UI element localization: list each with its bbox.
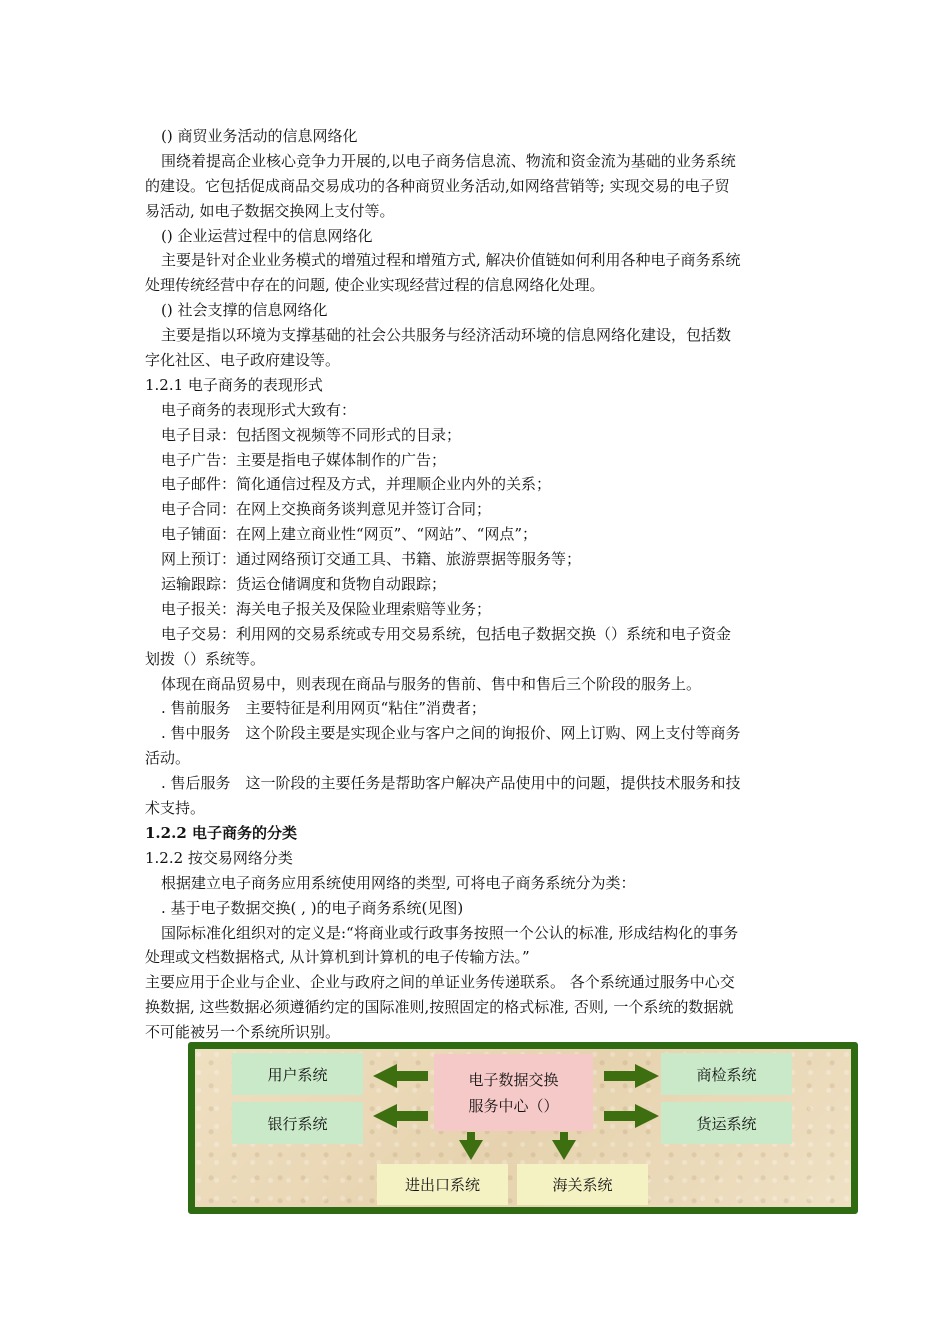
arrow-to-freight-system-icon bbox=[604, 1104, 659, 1128]
import-export-system-box bbox=[377, 1164, 508, 1205]
text-line: 字化社区、电子政府建设等。 bbox=[145, 351, 341, 370]
text-line: . 基于电子数据交换( , )的电子商务系统(见图) bbox=[161, 898, 464, 917]
freight-system-label: 货运系统 bbox=[696, 1114, 757, 1133]
text-line: 电子铺面：在网上建立商业性“网页”、“网站”、“网点”； bbox=[161, 525, 538, 544]
text-line: 电子邮件：简化通信过程及方式，并理顺企业内外的关系； bbox=[161, 475, 552, 494]
arrow-to-bank-system-icon bbox=[373, 1104, 428, 1128]
text-line: 电子合同：在网上交换商务谈判意见并签订合同； bbox=[161, 500, 492, 519]
bank-system-label: 银行系统 bbox=[267, 1114, 328, 1133]
user-system-box bbox=[232, 1053, 363, 1095]
text-line: 运输跟踪：货运仓储调度和货物自动跟踪； bbox=[161, 575, 447, 594]
text-line: 电子目录：包括图文视频等不同形式的目录； bbox=[161, 425, 462, 444]
bank-system-box bbox=[232, 1102, 363, 1144]
text-line: () 商贸业务活动的信息网络化 bbox=[161, 127, 358, 145]
text-line: . 售前服务 主要特征是利用网页“粘住”消费者； bbox=[161, 699, 486, 718]
center-label-line1: 电子数据交换 bbox=[468, 1070, 559, 1089]
text-line: 处理传统经营中存在的问题, 使企业实现经营过程的信息网络化处理。 bbox=[145, 276, 605, 295]
text-line: 网上预订：通过网络预订交通工具、书籍、旅游票据等服务等； bbox=[161, 550, 582, 569]
customs-system-label: 海关系统 bbox=[552, 1176, 613, 1194]
import-export-system-label: 进出口系统 bbox=[404, 1176, 480, 1194]
text-line: () 企业运营过程中的信息网络化 bbox=[161, 226, 373, 245]
text-line: 换数据, 这些数据必须遵循约定的国际准则,按照固定的格式标准, 否则, 一个系统的数据就 bbox=[145, 998, 734, 1017]
text-line: 电子广告：主要是指电子媒体制作的广告； bbox=[161, 450, 447, 469]
text-line: 处理或文档数据格式, 从计算机到计算机的电子传输方法。” bbox=[145, 948, 530, 967]
text-line: 主要是针对企业业务模式的增殖过程和增殖方式, 解决价值链如何利用各种电子商务系统 bbox=[161, 251, 741, 270]
text-line: 围绕着提高企业核心竞争力开展的,以电子商务信息流、物流和资金流为基础的业务系统 bbox=[161, 151, 736, 170]
text-line: 国际标准化组织对的定义是:“将商业或行政事务按照一个公认的标准, 形成结构化的事务 bbox=[161, 923, 739, 942]
center-label-line2: 服务中心（） bbox=[468, 1096, 559, 1115]
text-line: . 售中服务 这个阶段主要是实现企业与客户之间的询报价、网上订购、网上支付等商务 bbox=[161, 724, 741, 743]
text-line: () 社会支撑的信息网络化 bbox=[161, 301, 328, 320]
text-line: 易活动, 如电子数据交换网上支付等。 bbox=[145, 201, 395, 220]
inspection-system-box bbox=[661, 1053, 792, 1095]
text-line: 1.2.2 电子商务的分类 bbox=[145, 823, 297, 842]
text-line: 电子报关：海关电子报关及保险业理索赔等业务； bbox=[161, 599, 492, 618]
text-line: 1.2.1 电子商务的表现形式 bbox=[145, 375, 323, 394]
inspection-system-label: 商检系统 bbox=[696, 1065, 757, 1084]
edi-service-center-box bbox=[434, 1054, 593, 1131]
user-system-label: 用户系统 bbox=[267, 1065, 328, 1084]
text-line: 电子交易：利用网的交易系统或专用交易系统，包括电子数据交换（）系统和电子资金 bbox=[161, 624, 732, 643]
text-line: 主要是指以环境为支撑基础的社会公共服务与经济活动环境的信息网络化建设，包括数 bbox=[161, 326, 732, 345]
text-line: 体现在商品贸易中，则表现在商品与服务的售前、售中和售后三个阶段的服务上。 bbox=[161, 674, 702, 693]
edi-diagram bbox=[188, 1042, 858, 1214]
text-line: . 售后服务 这一阶段的主要任务是帮助客户解决产品使用中的问题，提供技术服务和技 bbox=[161, 774, 741, 793]
text-line: 不可能被另一个系统所识别。 bbox=[145, 1023, 341, 1042]
text-line: 电子商务的表现形式大致有： bbox=[161, 400, 357, 419]
arrow-to-customs-icon bbox=[552, 1132, 576, 1160]
arrow-to-import-export-icon bbox=[459, 1132, 483, 1160]
freight-system-box bbox=[661, 1102, 792, 1144]
text-line: 活动。 bbox=[145, 749, 191, 768]
text-line: 术支持。 bbox=[145, 799, 206, 818]
arrow-to-user-system-icon bbox=[373, 1064, 428, 1088]
text-line: 根据建立电子商务应用系统使用网络的类型, 可将电子商务系统分为类： bbox=[161, 873, 636, 892]
text-line: 1.2.2 按交易网络分类 bbox=[145, 848, 293, 867]
customs-system-box bbox=[517, 1164, 648, 1205]
arrow-to-inspection-system-icon bbox=[604, 1064, 659, 1088]
text-line: 的建设。它包括促成商品交易成功的各种商贸业务活动,如网络营销等; 实现交易的电子贸 bbox=[145, 176, 730, 195]
text-line: 划拨（）系统等。 bbox=[145, 649, 266, 668]
text-line: 主要应用于企业与企业、企业与政府之间的单证业务传递联系。 各个系统通过服务中心交 bbox=[145, 973, 735, 992]
document-body bbox=[145, 124, 810, 1045]
